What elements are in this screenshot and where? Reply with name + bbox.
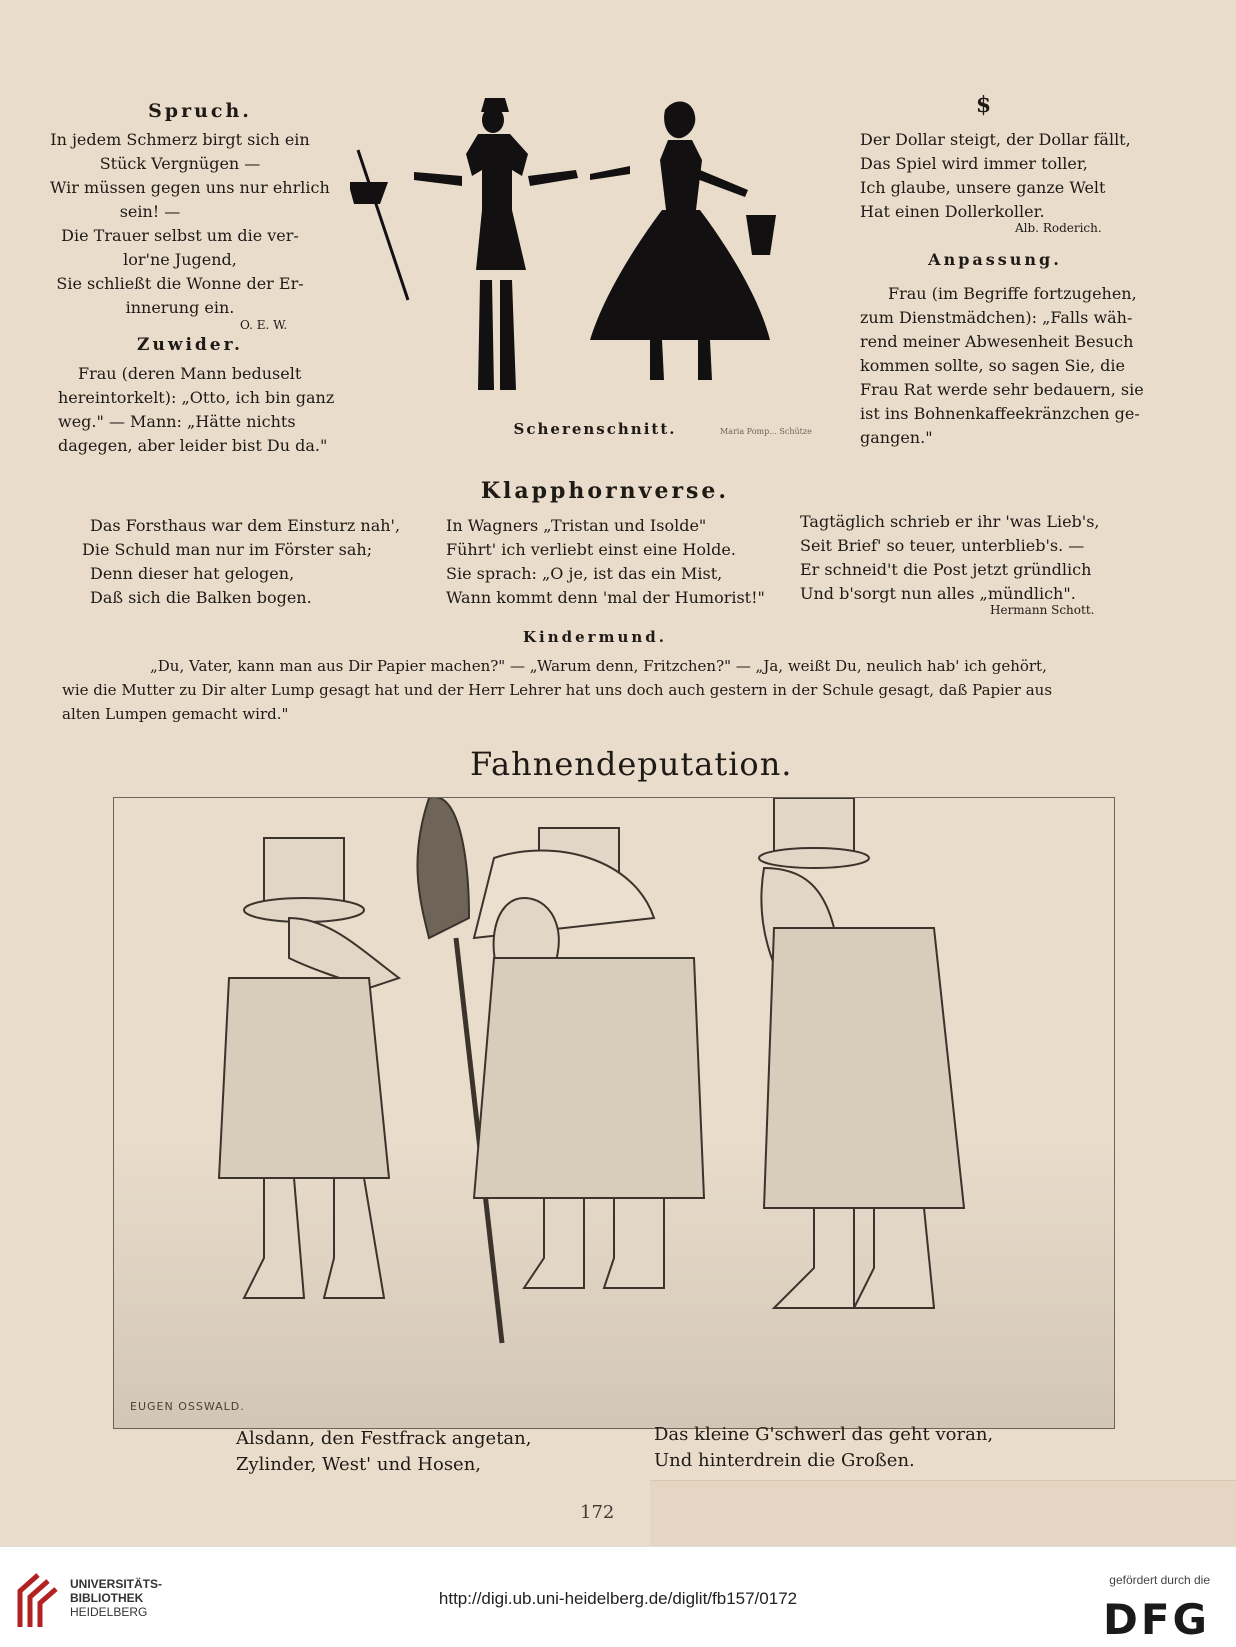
klapphorn-author: Hermann Schott. <box>990 603 1095 617</box>
dollar-line: Das Spiel wird immer toller, <box>860 154 1088 173</box>
artist-signature: EUGEN OSSWALD. <box>130 1400 245 1413</box>
dollar-line: Hat einen Dollerkoller. <box>860 202 1045 221</box>
spruch-line: sein! — <box>119 202 181 221</box>
permalink-url[interactable]: http://digi.ub.uni-heidelberg.de/diglit/fb157/0172 <box>438 1589 798 1608</box>
cartoon-illustration <box>113 797 1115 1429</box>
klapphorn-verse1-line: Die Schuld man nur im Förster sah; <box>82 540 373 559</box>
zuwider-line: dagegen, aber leider bist Du da." <box>58 436 328 455</box>
zuwider-line: Frau (deren Mann beduselt <box>78 364 302 383</box>
anpassung-line: Frau Rat werde sehr bedauern, sie <box>860 380 1144 399</box>
spruch-line: lor'ne Jugend, <box>123 250 237 269</box>
footer-bar <box>0 1546 1236 1647</box>
anpassung-line: zum Dienstmädchen): „Falls wäh- <box>860 308 1133 327</box>
dollar-title: $ <box>975 92 995 118</box>
dollar-line: Ich glaube, unsere ganze Welt <box>860 178 1106 197</box>
caption-left-line: Alsdann, den Festfrack angetan, <box>236 1428 532 1449</box>
dollar-line: Der Dollar steigt, der Dollar fällt, <box>860 130 1131 149</box>
spruch-line: Stück Vergnügen — <box>99 154 261 173</box>
caption-right-line: Und hinterdrein die Großen. <box>654 1450 915 1471</box>
spruch-author: O. E. W. <box>240 318 288 332</box>
klapphorn-verse1-line: Daß sich die Balken bogen. <box>90 588 312 607</box>
zuwider-title: Zuwider. <box>137 335 243 355</box>
anpassung-line: gangen." <box>860 428 933 447</box>
klapphorn-verse2-line: Führt' ich verliebt einst eine Holde. <box>446 540 736 559</box>
spruch-title: Spruch. <box>148 100 252 122</box>
fahnen-title: Fahnendeputation. <box>470 745 793 783</box>
anpassung-line: ist ins Bohnenkaffeekränzchen ge- <box>860 404 1140 423</box>
scherenschnitt-signature: Maria Pomp... Schütze <box>720 427 812 436</box>
klapphorn-verse2-line: In Wagners „Tristan und Isolde" <box>446 516 707 535</box>
klapphorn-verse3-line: Tagtäglich schrieb er ihr 'was Lieb's, <box>800 512 1100 531</box>
kindermund-title: Kindermund. <box>523 628 667 646</box>
anpassung-title: Anpassung. <box>928 250 1062 269</box>
silhouette-illustration <box>350 90 830 420</box>
anpassung-line: rend meiner Abwesenheit Besuch <box>860 332 1134 351</box>
scherenschnitt-caption: Scherenschnitt. <box>513 420 677 438</box>
spruch-line: Wir müssen gegen uns nur ehrlich <box>50 178 330 197</box>
spruch-line: Sie schließt die Wonne der Er- <box>56 274 304 293</box>
klapphorn-verse2-line: Wann kommt denn 'mal der Humorist!" <box>446 588 765 607</box>
klapphorn-verse3-line: Seit Brief' so teuer, unterblieb's. — <box>800 536 1085 555</box>
caption-right-line: Das kleine G'schwerl das geht voran, <box>654 1424 994 1445</box>
kindermund-line: alten Lumpen gemacht wird." <box>62 705 289 723</box>
klapphorn-verse1-line: Das Forsthaus war dem Einsturz nah', <box>90 516 401 535</box>
klapphorn-verse3-line: Er schneid't die Post jetzt gründlich <box>800 560 1092 579</box>
anpassung-line: kommen sollte, so sagen Sie, die <box>860 356 1126 375</box>
kindermund-line: wie die Mutter zu Dir alter Lump gesagt hat und der Herr Lehrer hat uns doch auch gestern in der Schule gesagt, daß Papier aus <box>62 681 1053 699</box>
klapphorn-verse1-line: Denn dieser hat gelogen, <box>90 564 295 583</box>
spruch-line: Die Trauer selbst um die ver- <box>61 226 299 245</box>
cartoon-drawing <box>114 798 1114 1428</box>
library-name-line: HEIDELBERG <box>70 1605 148 1619</box>
klapphorn-verse3-line: Und b'sorgt nun alles „mündlich". <box>800 584 1076 603</box>
library-name-line: BIBLIOTHEK <box>70 1591 144 1605</box>
anpassung-line: Frau (im Begriffe fortzugehen, <box>888 284 1137 303</box>
funded-by-label: gefördert durch die <box>1109 1573 1210 1587</box>
spruch-line: innerung ein. <box>125 298 235 317</box>
spruch-line: In jedem Schmerz birgt sich ein <box>50 130 310 149</box>
caption-left-line: Zylinder, West' und Hosen, <box>236 1454 482 1475</box>
library-name-line: UNIVERSITÄTS- <box>70 1577 163 1591</box>
zuwider-line: weg." — Mann: „Hätte nichts <box>58 412 296 431</box>
page-fold <box>650 1480 1236 1547</box>
dollar-author: Alb. Roderich. <box>1015 221 1102 235</box>
klapphorn-title: Klapphornverse. <box>480 478 730 504</box>
page-number: 172 <box>580 1502 615 1523</box>
kindermund-line: „Du, Vater, kann man aus Dir Papier machen?" — „Warum denn, Fritzchen?" — „Ja, weißt Du, neulich hab' ich gehört, <box>150 657 1047 675</box>
klapphorn-verse2-line: Sie sprach: „O je, ist das ein Mist, <box>446 564 723 583</box>
dfg-logo[interactable]: DFG <box>1102 1595 1210 1644</box>
zuwider-line: hereintorkelt): „Otto, ich bin ganz <box>58 388 335 407</box>
